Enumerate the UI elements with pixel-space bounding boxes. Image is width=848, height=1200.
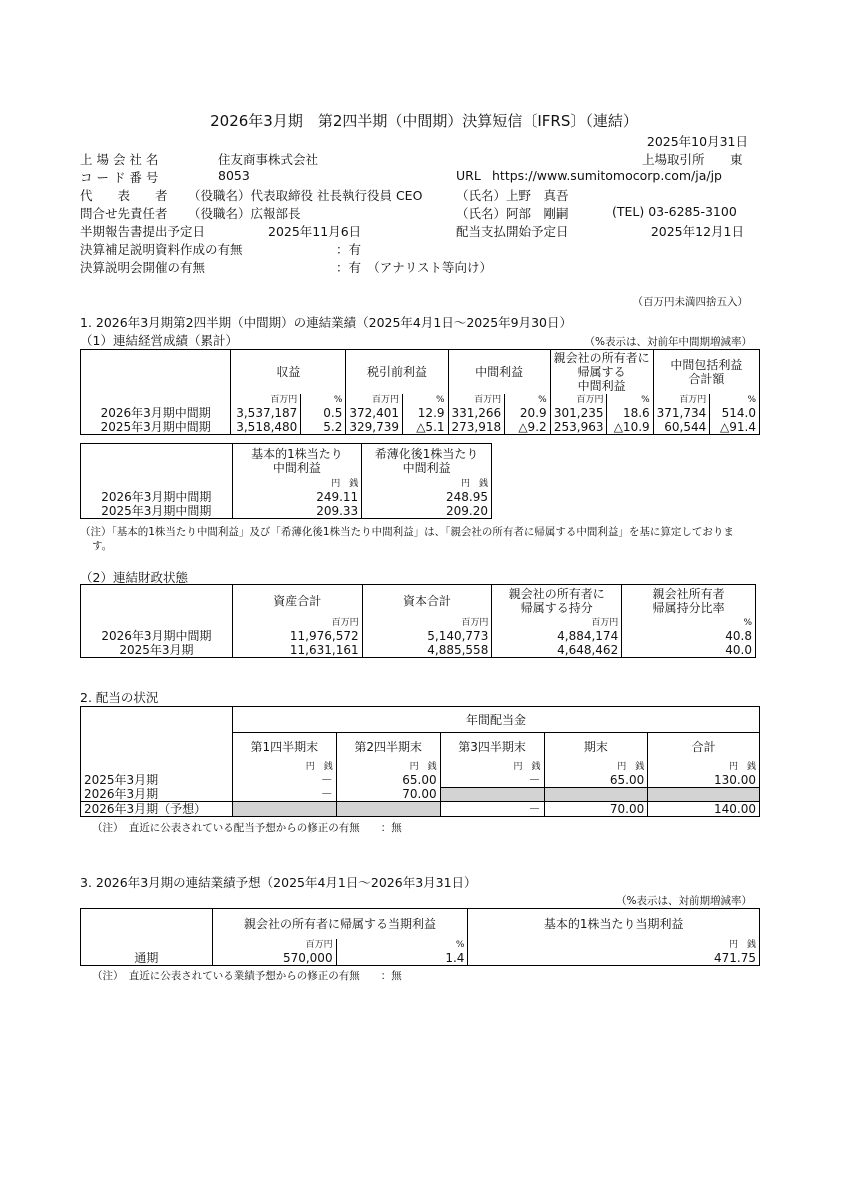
unit-pct: % [336,939,468,951]
col-header-basic-eps [232,444,362,478]
eps-corner [81,444,233,478]
unit-pct: % [710,394,760,406]
header-line: 親会社所有者 [652,586,725,601]
unit-pct: % [403,394,449,406]
cell: 11,976,572 [232,629,362,643]
operating-results-corner [81,350,231,394]
cell: 4,884,174 [492,629,622,643]
section3-heading: 3. 2026年3月期の連結業績予想（2025年4月1日～2026年3月31日） [80,875,477,890]
header-line: 帰属する持分 [520,600,593,615]
cell: 5.2 [301,420,346,435]
exchange-value: 東 [730,152,743,167]
col-header-owner-profit-forecast: 親会社の所有者に帰属する当期利益 [212,909,468,939]
col-header-interim-profit: 中間利益 [448,350,550,394]
representative-label: 代 表 者 [80,188,168,203]
representative-name: （氏名）上野 真吾 [456,188,569,203]
cell: 570,000 [212,951,336,966]
company-url[interactable]: https://www.sumitomocorp.com/ja/jp [492,168,722,183]
unit-yen: 円 銭 [232,478,362,490]
code-label: コ ー ド 番 号 [80,170,159,185]
unit-row-label [81,939,213,951]
code-value: 8053 [218,168,250,183]
unit-mil: 百万円 [492,617,622,629]
unit-pct: % [622,617,756,629]
cell: 329,739 [346,420,403,435]
unit-mil: 百万円 [448,394,505,406]
unit-row-label [81,617,233,629]
briefing-value: ：有 （アナリスト等向け） [336,260,493,275]
header-line: 中間利益 [402,460,451,475]
col-header-owner-profit [550,350,653,394]
cell: 65.00 [336,773,440,788]
cell: 20.9 [505,406,551,420]
row-label: 2025年3月期 [81,643,233,658]
cell: 371,734 [653,406,710,420]
table-row [81,406,760,420]
header-line: 帰属する [577,364,626,379]
cell: △91.4 [710,420,760,435]
table-row [81,773,760,788]
unit-yen: 円 銭 [544,761,648,773]
table-row [81,951,760,966]
cell: 3,518,480 [231,420,301,435]
col-header-pretax-profit: 税引前利益 [346,350,448,394]
cell: 331,266 [448,406,505,420]
cell: 248.95 [362,490,492,504]
unit-yen: 円 銭 [440,761,544,773]
table-row [81,643,756,658]
col-header-total-equity: 資本合計 [362,585,492,617]
cell: 40.0 [622,643,756,658]
contact-name: （氏名）阿部 剛嗣 [456,206,569,221]
col-header-total: 合計 [648,733,760,761]
dividend-start-date: 2025年12月1日 [650,224,744,239]
unit-yen: 円 銭 [648,761,760,773]
row-label: 2026年3月期中間期 [81,406,231,420]
unit-mil: 百万円 [346,394,403,406]
col-header-q1: 第1四半期末 [232,733,336,761]
cell: － [440,773,544,788]
financial-corner [81,585,233,617]
cell: △5.1 [403,420,449,435]
shaded-cell [440,787,544,802]
cell: 372,401 [346,406,403,420]
contact-tel: (TEL) 03-6285-3100 [612,204,737,219]
cell: － [440,802,544,817]
table-row [81,787,760,802]
col-header-total-assets: 資産合計 [232,585,362,617]
cell: 70.00 [336,787,440,802]
row-label: 2025年3月期 [81,773,233,788]
section2-heading: 2. 配当の状況 [80,690,159,705]
col-header-q3: 第3四半期末 [440,733,544,761]
unit-mil: 百万円 [232,617,362,629]
table-row [81,420,760,435]
report-filing-date: 2025年11月6日 [268,224,362,239]
cell: 70.00 [544,802,648,817]
table-row [81,802,760,817]
shaded-cell [648,787,760,802]
row-label: 2026年3月期中間期 [81,629,233,643]
unit-mil: 百万円 [653,394,710,406]
table-row [81,504,492,519]
operating-results-pct-note: （%表示は、対前年中間期増減率） [584,336,752,348]
row-label: 通期 [81,951,213,966]
col-header-comprehensive-income [653,350,759,394]
cell: 40.8 [622,629,756,643]
header-line: 親会社の所有者に [553,350,650,365]
shaded-cell [336,802,440,817]
cell: 18.6 [607,406,653,420]
report-filing-label: 半期報告書提出予定日 [80,224,206,239]
header-line: 基本的1株当たり [251,446,343,461]
col-header-eps-forecast: 基本的1株当たり当期利益 [468,909,760,939]
rounding-note: （百万円未満四捨五入） [632,296,748,308]
forecast-corner [81,909,213,939]
cell: 301,235 [550,406,607,420]
header-line: 中間包括利益 [670,357,743,372]
unit-row-label [81,394,231,406]
cell: △10.9 [607,420,653,435]
unit-yen: 円 銭 [336,761,440,773]
unit-pct: % [607,394,653,406]
annual-dividend-group-header: 年間配当金 [232,707,759,733]
operating-results-table [80,349,760,435]
cell: 209.33 [232,504,362,519]
col-header-owner-equity [492,585,622,617]
table-row [81,629,756,643]
col-header-revenue: 収益 [231,350,346,394]
unit-mil: 百万円 [550,394,607,406]
cell: 1.4 [336,951,468,966]
supplementary-value: ：有 [336,242,362,257]
company-label: 上 場 会 社 名 [80,152,159,167]
header-line: 中間利益 [272,460,321,475]
company-name: 住友商事株式会社 [218,152,319,167]
unit-yen: 円 銭 [232,761,336,773]
financial-position-heading: （2）連結財政状態 [80,570,188,585]
eps-note-line1: （注）「基本的1株当たり中間利益」及び「希薄化後1株当たり中間利益」は、「親会社の所有者に帰属する中間利益」を基に算定しておりま [80,526,734,538]
cell: 0.5 [301,406,346,420]
cell: － [232,773,336,788]
cell: 130.00 [648,773,760,788]
col-header-q2: 第2四半期末 [336,733,440,761]
forecast-note: （注） 直近に公表されている業績予想からの修正の有無 ：無 [92,970,402,982]
forecast-pct-note: （%表示は、対前期増減率） [616,895,752,907]
section1-heading: 1. 2026年3月期第2四半期（中間期）の連結業績（2025年4月1日～2025年9月30日） [80,315,573,330]
unit-pct: % [301,394,346,406]
unit-mil: 百万円 [362,617,492,629]
header-line: 合計額 [688,371,725,386]
document-title: 2026年3月期 第2四半期（中間期）決算短信〔IFRS〕（連結） [210,112,638,130]
cell: 11,631,161 [232,643,362,658]
exchange-label: 上場取引所 [642,152,705,167]
contact-title: （役職名）広報部長 [188,206,301,221]
representative-title: （役職名）代表取締役 社長執行役員 CEO [188,188,423,203]
cell: 140.00 [648,802,760,817]
cell: 209.20 [362,504,492,519]
briefing-label: 決算説明会開催の有無 [80,260,206,275]
cell: 253,963 [550,420,607,435]
cell: △9.2 [505,420,551,435]
cell: － [232,787,336,802]
unit-mil: 百万円 [212,939,336,951]
header-line: 希薄化後1株当たり [374,446,479,461]
cell: 273,918 [448,420,505,435]
unit-yen: 円 銭 [468,939,760,951]
unit-row-label [81,761,233,773]
supplementary-label: 決算補足説明資料作成の有無 [80,242,243,257]
cell: 471.75 [468,951,760,966]
shaded-cell [232,802,336,817]
dividend-note: （注） 直近に公表されている配当予想からの修正の有無 ：無 [92,822,402,834]
forecast-table [80,908,760,966]
shaded-cell [544,787,648,802]
cell: 12.9 [403,406,449,420]
financial-position-table [80,584,756,658]
eps-table [80,443,492,519]
row-label: 2025年3月期中間期 [81,420,231,435]
cell: 65.00 [544,773,648,788]
dividend-table [80,706,760,817]
unit-yen: 円 銭 [362,478,492,490]
cell: 5,140,773 [362,629,492,643]
row-label: 2025年3月期中間期 [81,504,233,519]
operating-results-heading: （1）連結経営成績（累計） [80,333,238,348]
url-label: URL [456,168,481,183]
cell: 4,885,558 [362,643,492,658]
col-header-equity-ratio [622,585,756,617]
col-header-diluted-eps [362,444,492,478]
header-line: 親会社の所有者に [508,586,605,601]
cell: 3,537,187 [231,406,301,420]
dividend-start-label: 配当支払開始予定日 [456,224,569,239]
unit-row-label [81,478,233,490]
unit-pct: % [505,394,551,406]
contact-label: 問合せ先責任者 [80,206,168,221]
unit-mil: 百万円 [231,394,301,406]
report-date: 2025年10月31日 [646,134,748,149]
header-line: 帰属持分比率 [652,600,725,615]
col-header-year-end: 期末 [544,733,648,761]
cell: 514.0 [710,406,760,420]
dividend-corner [81,707,233,761]
row-label: 2026年3月期（予想） [81,802,233,817]
cell: 249.11 [232,490,362,504]
cell: 60,544 [653,420,710,435]
row-label: 2026年3月期中間期 [81,490,233,504]
header-line: 中間利益 [577,378,626,393]
eps-note-line2: す。 [92,540,113,552]
cell: 4,648,462 [492,643,622,658]
table-row [81,490,492,504]
row-label: 2026年3月期 [81,787,233,802]
